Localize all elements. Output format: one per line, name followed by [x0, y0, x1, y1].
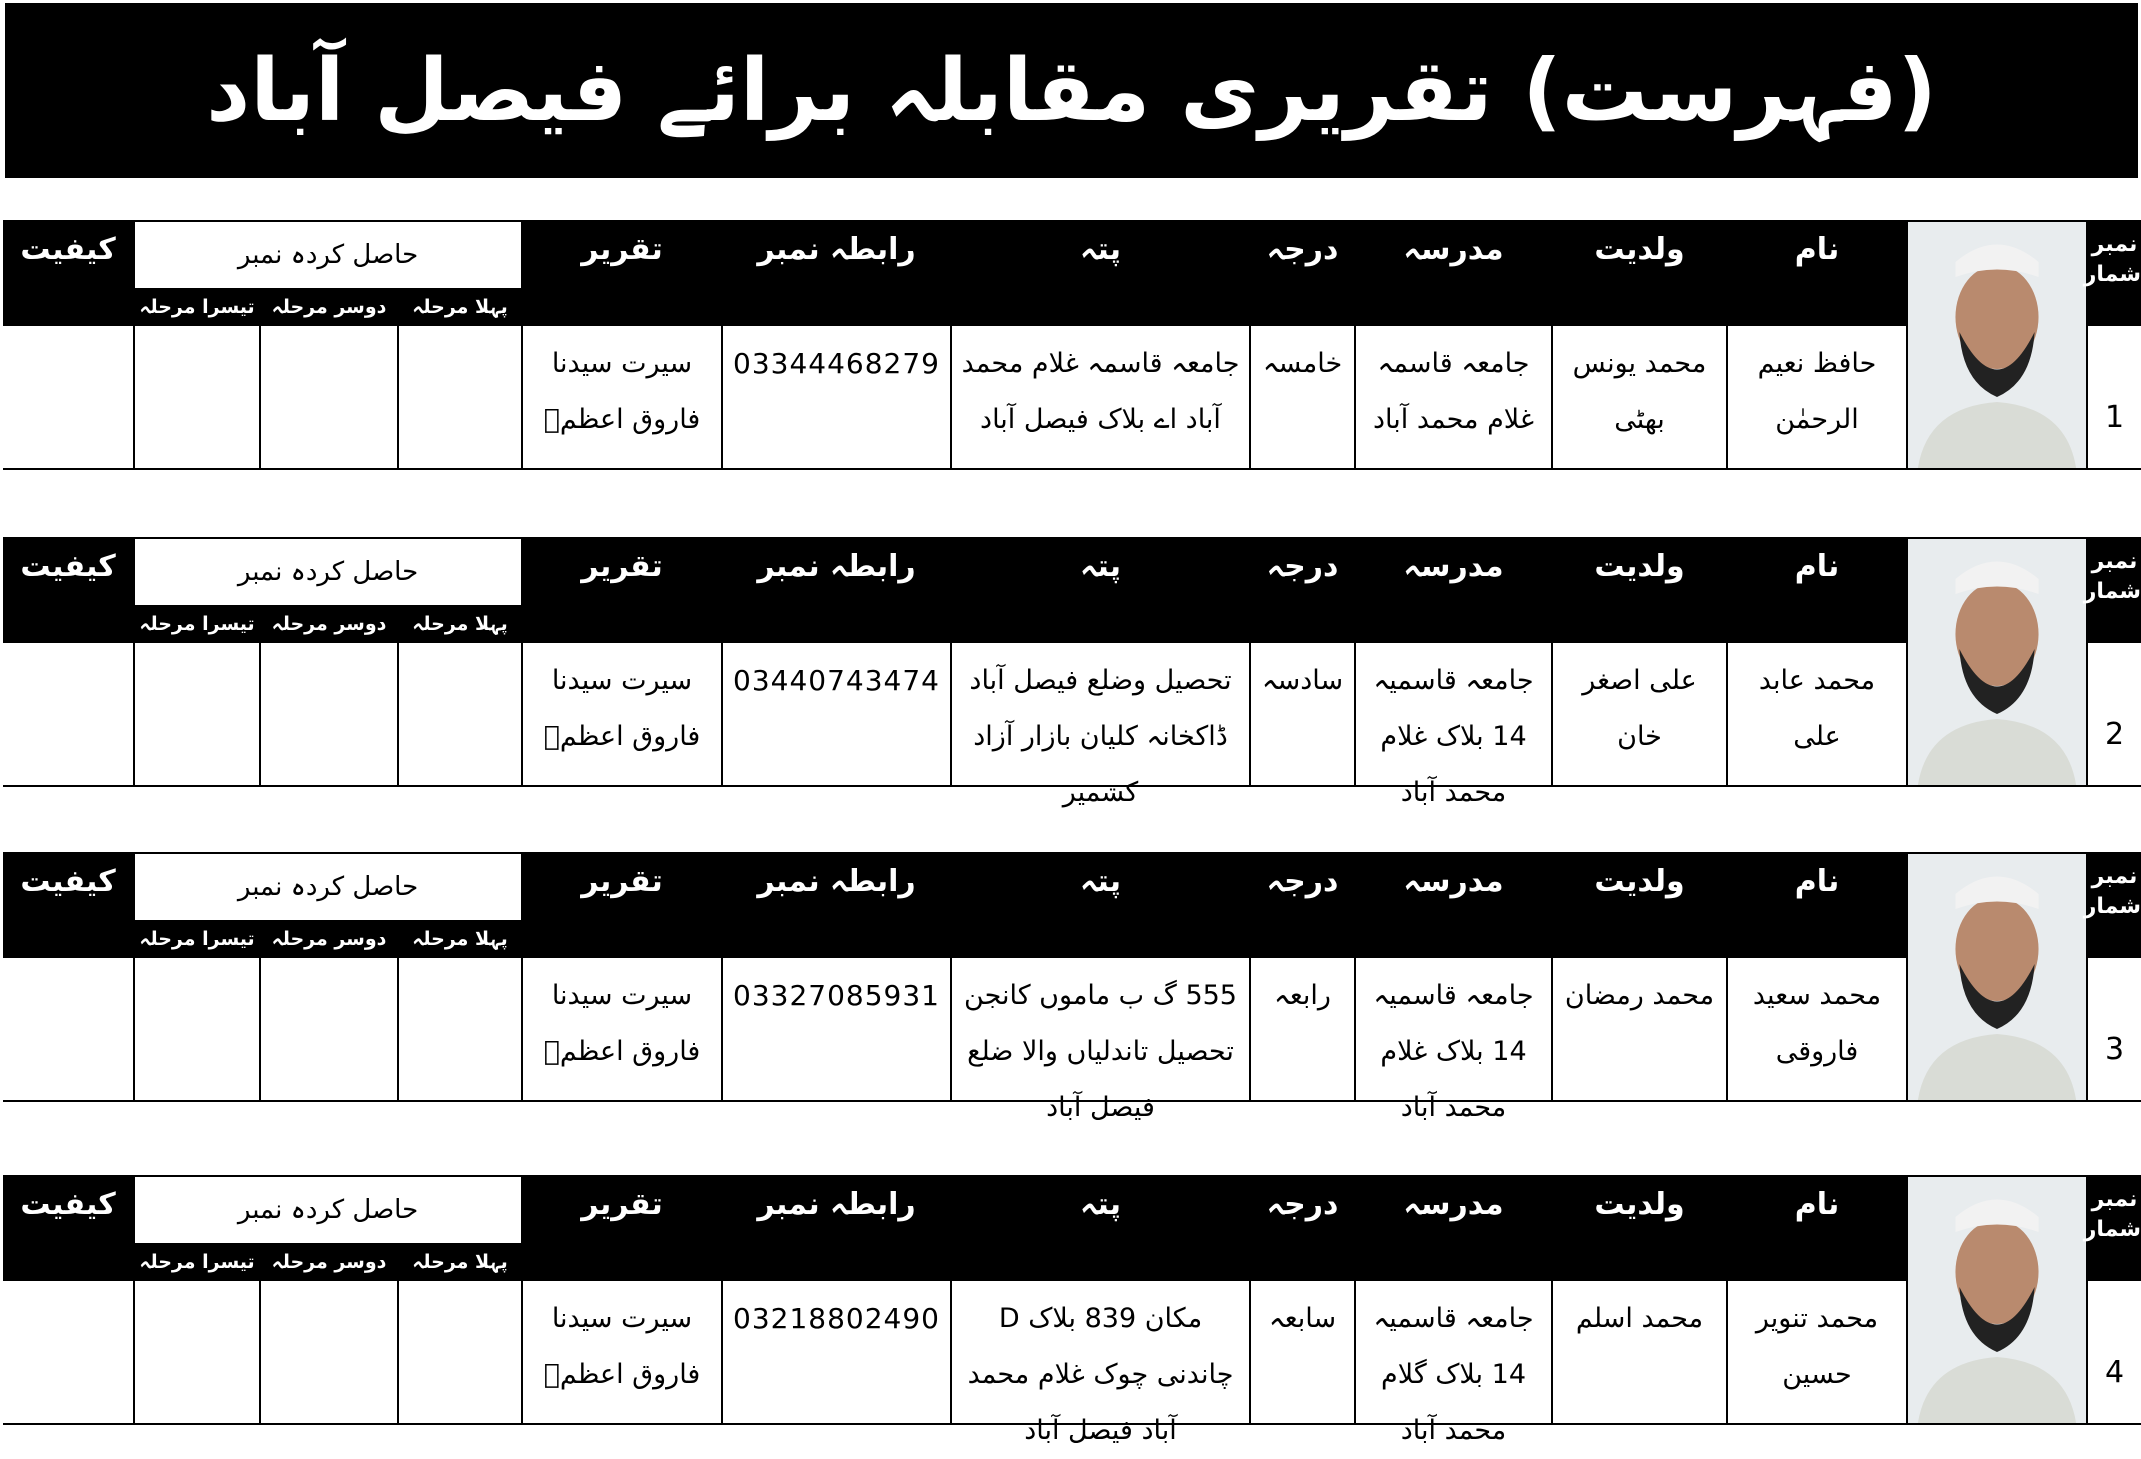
header-stage1: پہلا مرحلہ [399, 290, 523, 324]
grade-cell: خامسہ [1251, 324, 1356, 468]
header-address: پتہ [952, 222, 1251, 324]
father-cell: علی اصغر خان [1553, 641, 1728, 785]
stage1-cell [399, 324, 523, 468]
header-stage3: تیسرا مرحلہ [135, 922, 261, 956]
header-name: نام [1728, 222, 1908, 324]
page-title: (فہرست) تقریری مقابلہ برائے فیصل آباد [5, 3, 2138, 178]
header-stage3: تیسرا مرحلہ [135, 607, 261, 641]
stage2-cell [261, 641, 399, 785]
header-speech: تقریر [523, 222, 723, 324]
record-block [3, 1175, 2141, 1446]
address-cell: جامعہ قاسمہ غلام محمد آباد اے بلاک فیصل آباد [952, 324, 1251, 468]
avatar [1908, 222, 2088, 468]
header-stage3: تیسرا مرحلہ [135, 290, 261, 324]
header-marks-obtained: حاصل کردہ نمبر [135, 854, 523, 922]
header-stage1: پہلا مرحلہ [399, 607, 523, 641]
name-cell: حافظ نعیم الرحمٰن [1728, 324, 1908, 468]
header-stage3: تیسرا مرحلہ [135, 1245, 261, 1279]
grade-cell: سادسہ [1251, 641, 1356, 785]
header-contact: رابطہ نمبر [723, 222, 952, 324]
speech-cell: سیرت سیدنا فاروق اعظمؓ [523, 324, 723, 468]
serial-number: 4 [2088, 1279, 2141, 1423]
remarks-cell [3, 324, 135, 468]
header-speech: تقریر [523, 1177, 723, 1279]
header-madrasa: مدرسہ [1356, 854, 1553, 956]
stage1-cell [399, 641, 523, 785]
header-name: نام [1728, 539, 1908, 641]
header-grade: درجہ [1251, 1177, 1356, 1279]
madrasa-cell: جامعہ قاسمہ غلام محمد آباد [1356, 324, 1553, 468]
name-cell: محمد تنویر حسین [1728, 1279, 1908, 1423]
stage2-cell [261, 956, 399, 1100]
stage3-cell [135, 956, 261, 1100]
header-serial: نمبر شمار [2088, 539, 2141, 641]
header-madrasa: مدرسہ [1356, 222, 1553, 324]
header-remarks: کیفیت [3, 1177, 135, 1279]
stage3-cell [135, 1279, 261, 1423]
header-marks-obtained: حاصل کردہ نمبر [135, 222, 523, 290]
record-block [3, 537, 2141, 808]
header-remarks: کیفیت [3, 539, 135, 641]
contact-cell: 03440743474 [723, 641, 952, 785]
avatar [1908, 1177, 2088, 1423]
serial-number: 2 [2088, 641, 2141, 785]
grade-cell: رابعہ [1251, 956, 1356, 1100]
contact-cell: 03327085931 [723, 956, 952, 1100]
header-serial: نمبر شمار [2088, 854, 2141, 956]
stage3-cell [135, 324, 261, 468]
header-madrasa: مدرسہ [1356, 1177, 1553, 1279]
name-cell: محمد عابد علی [1728, 641, 1908, 785]
madrasa-cell: جامعہ قاسمیہ 14 بلاک گلام محمد آباد [1356, 1279, 1553, 1423]
header-address: پتہ [952, 539, 1251, 641]
header-stage2: دوسر مرحلہ [261, 607, 399, 641]
header-serial: نمبر شمار [2088, 1177, 2141, 1279]
header-stage2: دوسر مرحلہ [261, 1245, 399, 1279]
contact-cell: 03218802490 [723, 1279, 952, 1423]
header-contact: رابطہ نمبر [723, 539, 952, 641]
header-father: ولدیت [1553, 1177, 1728, 1279]
madrasa-cell: جامعہ قاسمیہ 14 بلاک غلام محمد آباد [1356, 956, 1553, 1100]
serial-number: 1 [2088, 324, 2141, 468]
stage2-cell [261, 1279, 399, 1423]
speech-cell: سیرت سیدنا فاروق اعظمؓ [523, 1279, 723, 1423]
header-remarks: کیفیت [3, 222, 135, 324]
header-stage1: پہلا مرحلہ [399, 922, 523, 956]
remarks-cell [3, 641, 135, 785]
avatar [1908, 854, 2088, 1100]
grade-cell: سابعہ [1251, 1279, 1356, 1423]
header-serial: نمبر شمار [2088, 222, 2141, 324]
header-name: نام [1728, 854, 1908, 956]
avatar [1908, 539, 2088, 785]
stage2-cell [261, 324, 399, 468]
header-marks-obtained: حاصل کردہ نمبر [135, 1177, 523, 1245]
header-remarks: کیفیت [3, 854, 135, 956]
contact-cell: 03344468279 [723, 324, 952, 468]
record-block [3, 220, 2141, 470]
stage1-cell [399, 1279, 523, 1423]
remarks-cell [3, 956, 135, 1100]
name-cell: محمد سعید فاروقی [1728, 956, 1908, 1100]
address-cell: 555 گ ب ماموں کانجن تحصیل تاندلیاں والا ضلع فیصل آباد [952, 956, 1251, 1100]
header-stage2: دوسر مرحلہ [261, 922, 399, 956]
serial-number: 3 [2088, 956, 2141, 1100]
father-cell: محمد یونس بھٹی [1553, 324, 1728, 468]
address-cell: مکان 839 بلاک D چاندنی چوک غلام محمد آباد فیصل آباد [952, 1279, 1251, 1423]
record-block [3, 852, 2141, 1123]
header-stage1: پہلا مرحلہ [399, 1245, 523, 1279]
header-grade: درجہ [1251, 854, 1356, 956]
header-address: پتہ [952, 1177, 1251, 1279]
speech-cell: سیرت سیدنا فاروق اعظمؓ [523, 641, 723, 785]
header-grade: درجہ [1251, 539, 1356, 641]
speech-cell: سیرت سیدنا فاروق اعظمؓ [523, 956, 723, 1100]
header-father: ولدیت [1553, 539, 1728, 641]
header-stage2: دوسر مرحلہ [261, 290, 399, 324]
header-father: ولدیت [1553, 222, 1728, 324]
header-contact: رابطہ نمبر [723, 1177, 952, 1279]
header-father: ولدیت [1553, 854, 1728, 956]
stage1-cell [399, 956, 523, 1100]
header-marks-obtained: حاصل کردہ نمبر [135, 539, 523, 607]
header-name: نام [1728, 1177, 1908, 1279]
header-grade: درجہ [1251, 222, 1356, 324]
remarks-cell [3, 1279, 135, 1423]
header-speech: تقریر [523, 854, 723, 956]
address-cell: تحصیل وضلع فیصل آباد ڈاکخانہ کلیان بازار آزاد کشمیر [952, 641, 1251, 785]
header-address: پتہ [952, 854, 1251, 956]
father-cell: محمد رمضان [1553, 956, 1728, 1100]
header-contact: رابطہ نمبر [723, 854, 952, 956]
madrasa-cell: جامعہ قاسمیہ 14 بلاک غلام محمد آباد [1356, 641, 1553, 785]
father-cell: محمد اسلم [1553, 1279, 1728, 1423]
header-speech: تقریر [523, 539, 723, 641]
header-madrasa: مدرسہ [1356, 539, 1553, 641]
stage3-cell [135, 641, 261, 785]
